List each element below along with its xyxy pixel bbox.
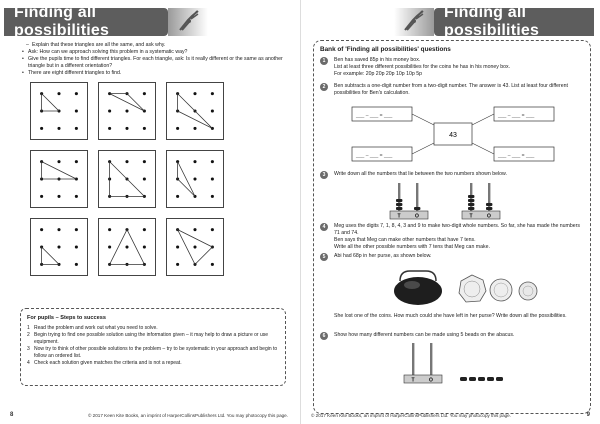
abacus-right	[460, 181, 504, 221]
svg-text:O: O	[487, 213, 491, 220]
geoboard-peg	[143, 160, 146, 163]
geoboard-peg	[193, 177, 196, 180]
geoboard-triangle-3	[166, 82, 224, 140]
page-number: 8	[10, 412, 14, 418]
geoboard-peg	[211, 195, 214, 198]
geoboard-peg	[143, 245, 146, 248]
geoboard-peg	[57, 195, 60, 198]
question-4: 4 Meg uses the digits 7, 1, 8, 4, 3 and 9 to make two-digit whole numbers. So far, she has made the numbers 71 and 74. Ben says that Meg can make other numbers that have 7 tens. Write all the other possible numbers with 7 tens that Meg can make.	[320, 223, 582, 251]
question-3: 3 Write down all the numbers that lie between the two numbers shown below.	[320, 171, 582, 178]
blank-calculation: ___ – ___ = ___	[498, 153, 535, 159]
question-2: 2 Ben subtracts a one-digit number from a two-digit number. The answer is 43. List at least four different possibilities for Ben's calculation.	[320, 83, 582, 97]
geoboard-peg	[211, 109, 214, 112]
geoboard-peg	[108, 109, 111, 112]
geoboard-triangle-8	[98, 218, 156, 276]
geoboard-peg	[193, 228, 196, 231]
geoboard-peg	[143, 228, 146, 231]
geoboard-peg	[40, 127, 43, 130]
geoboard-peg	[75, 263, 78, 266]
geoboard-peg	[211, 228, 214, 231]
svg-text:O: O	[429, 377, 433, 384]
geoboard-peg	[125, 245, 128, 248]
question-5-continued: She lost one of the coins. How much could she have left in her purse? Write down all the possibilities.	[334, 313, 567, 319]
svg-text:O: O	[415, 213, 419, 220]
geoboard-peg	[75, 92, 78, 95]
blank-calculation: ___ – ___ = ___	[498, 113, 535, 119]
svg-text:T: T	[469, 213, 473, 220]
right-page	[300, 0, 600, 424]
answer-43-label: 43	[449, 132, 457, 139]
pliers-icon	[401, 8, 427, 34]
geoboard-triangle-5	[98, 150, 156, 208]
abacus-left	[388, 181, 432, 221]
note-item: • Give the pupils time to find different triangles. For each triangle, ask: Is it really different or the same as another triangle but in a different orientation?	[22, 56, 284, 70]
geoboard-peg	[57, 245, 60, 248]
geoboard-peg	[193, 245, 196, 248]
question-bank	[313, 40, 591, 414]
subtraction-diagram	[344, 103, 564, 167]
geoboard-triangle-4	[30, 150, 88, 208]
note-item: • Ask: How can we approach solving this problem in a systematic way?	[22, 49, 284, 56]
copyright-footer: © 2017 Keen Kite Books, an imprint of HarperCollinsPublishers Ltd. You may photocopy this page.	[88, 413, 289, 418]
page-number: 9	[586, 412, 590, 418]
geoboard-peg	[75, 127, 78, 130]
geoboard-peg	[193, 127, 196, 130]
geoboard-peg	[143, 92, 146, 95]
geoboard-peg	[193, 92, 196, 95]
question-6: 6 Show how many different numbers can be made using 5 beads on the abacus.	[320, 332, 582, 339]
geoboard-peg	[125, 109, 128, 112]
geoboard-peg	[75, 195, 78, 198]
geoboard-peg	[211, 160, 214, 163]
blank-calculation: ___ – ___ = ___	[356, 153, 393, 159]
geoboard-peg	[40, 195, 43, 198]
steps-to-success-box	[20, 308, 286, 386]
geoboard-peg	[143, 177, 146, 180]
geoboard-peg	[40, 228, 43, 231]
geoboard-triangle-1	[30, 82, 88, 140]
page-title: Finding all possibilities	[434, 8, 594, 36]
geoboard-peg	[125, 127, 128, 130]
question-1: 1 Ben has saved 85p in his money box. List at least three different possibilities for the coins he has in his money box. For example: 20p 20p 20p 10p 10p 5p	[320, 57, 582, 78]
copyright-footer: © 2017 Keen Kite Books, an imprint of HarperCollinsPublishers Ltd. You may photocopy this page.	[311, 413, 512, 418]
bank-heading: Bank of 'Finding all possibilities' questions	[320, 46, 451, 53]
success-step: 2 Begin trying to find one possible solution using the information given – it may help to draw a picture or use equipment.	[27, 332, 269, 345]
geoboard-peg	[75, 109, 78, 112]
geoboard-peg	[75, 228, 78, 231]
geoboard-peg	[211, 92, 214, 95]
beads-row	[458, 375, 508, 383]
geoboard-peg	[176, 127, 179, 130]
geoboard-peg	[211, 263, 214, 266]
success-step: 1 Read the problem and work out what you need to solve.	[27, 325, 158, 331]
geoboard-peg	[57, 228, 60, 231]
geoboard-peg	[176, 195, 179, 198]
teacher-notes	[22, 42, 284, 77]
blank-calculation: ___ – ___ = ___	[356, 113, 393, 119]
coins-group	[456, 273, 546, 305]
geoboard-peg	[108, 228, 111, 231]
geoboard-peg	[57, 92, 60, 95]
success-heading: For pupils – Steps to success	[27, 315, 106, 321]
geoboard-peg	[108, 127, 111, 130]
svg-text:T: T	[397, 213, 401, 220]
geoboard-peg	[108, 245, 111, 248]
success-step: 3 Now try to think of other possible solutions to the problem – try to be systematic in your approach and begin to follow an ordered list.	[27, 346, 278, 359]
geoboard-triangle-9	[166, 218, 224, 276]
purse-icon	[390, 267, 446, 307]
geoboard-triangle-6	[166, 150, 224, 208]
geoboard-peg	[75, 245, 78, 248]
geoboard-triangle-2	[98, 82, 156, 140]
success-step: 4 Check each solution given matches the criteria and is not a repeat.	[27, 360, 182, 366]
geoboard-peg	[176, 245, 179, 248]
page-title: Finding all possibilities	[4, 8, 168, 36]
geoboard-peg	[57, 160, 60, 163]
geoboard-peg	[176, 263, 179, 266]
pliers-icon	[176, 8, 202, 34]
geoboard-peg	[193, 160, 196, 163]
geoboard-peg	[143, 127, 146, 130]
note-item: • There are eight different triangles to find.	[22, 70, 284, 77]
question-5: 5 Abi had 68p in her purse, as shown below.	[320, 253, 582, 260]
geoboard-triangle-7	[30, 218, 88, 276]
svg-text:T: T	[411, 377, 415, 384]
geoboard-peg	[125, 160, 128, 163]
geoboard-peg	[211, 177, 214, 180]
note-item: – Explain that these triangles are all the same, and ask why.	[22, 42, 284, 49]
geoboard-peg	[75, 160, 78, 163]
abacus-empty	[402, 341, 446, 385]
geoboard-peg	[57, 127, 60, 130]
